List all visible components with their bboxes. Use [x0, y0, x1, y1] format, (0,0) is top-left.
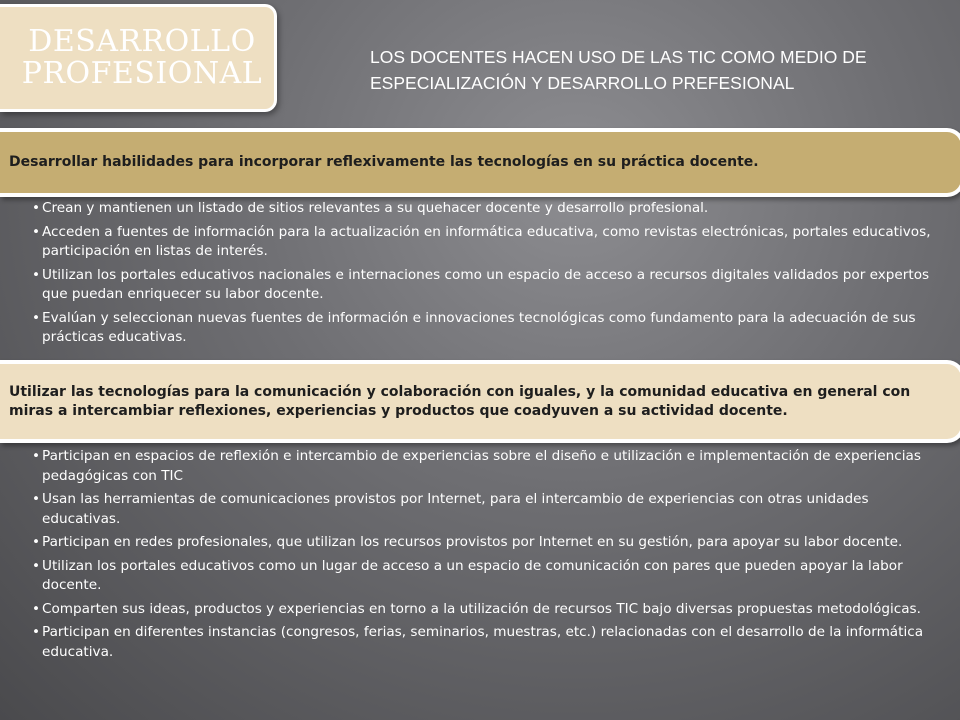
bullet-item: • Participan en diferentes instancias (congresos, ferias, seminarios, muestras, etc.) relacionadas con el desarrollo de la informática educativa. — [32, 623, 932, 662]
bullet-item: • Crean y mantienen un listado de sitios relevantes a su quehacer docente y desarrollo profesional. — [32, 199, 932, 219]
section-2-heading: Utilizar las tecnologías para la comunicación y colaboración con iguales, y la comunidad educativa en general con miras a intercambiar reflexiones, experiencias y productos que coadyuven a su actividad docente. — [9, 383, 911, 419]
slide-subtitle: LOS DOCENTES HACEN USO DE LAS TIC COMO MEDIO DE ESPECIALIZACIÓN Y DESARROLLO PREFESIONAL — [370, 47, 867, 93]
bullet-item: • Acceden a fuentes de información para la actualización en informática educativa, como revistas electrónicas, portales educativos, participación en listas de interés. — [32, 223, 932, 262]
slide-title: DESARROLLO PROFESIONAL — [21, 24, 263, 91]
bullet-item: • Comparten sus ideas, productos y experiencias en torno a la utilización de recursos TIC bajo diversas propuestas metodológicas. — [32, 600, 932, 620]
section-2-bullet-list — [32, 447, 932, 666]
bullet-item: • Utilizan los portales educativos nacionales e internaciones como un espacio de acceso a recursos digitales validados por expertos que puedan enriquecer su labor docente. — [32, 266, 932, 305]
section-1-bullet-list — [32, 199, 932, 352]
title-box — [0, 4, 277, 112]
section-2-heading-box — [0, 360, 960, 443]
bullet-item: • Utilizan los portales educativos como un lugar de acceso a un espacio de comunicación con pares que pueden apoyar la labor docente. — [32, 557, 932, 596]
section-1-heading-box — [0, 128, 960, 197]
bullet-item: • Evalúan y seleccionan nuevas fuentes de información e innovaciones tecnológicas como fundamento para la adecuación de sus prácticas educativas. — [32, 309, 932, 348]
bullet-item: • Participan en redes profesionales, que utilizan los recursos provistos por Internet en su gestión, para apoyar su labor docente. — [32, 533, 932, 553]
section-1-heading: Desarrollar habilidades para incorporar reflexivamente las tecnologías en su práctica docente. — [9, 154, 759, 170]
bullet-item: • Participan en espacios de reflexión e intercambio de experiencias sobre el diseño e utilización e implementación de experiencias pedagógicas con TIC — [32, 447, 932, 486]
bullet-item: • Usan las herramientas de comunicaciones provistos por Internet, para el intercambio de experiencias con otras unidades educativas. — [32, 490, 932, 529]
